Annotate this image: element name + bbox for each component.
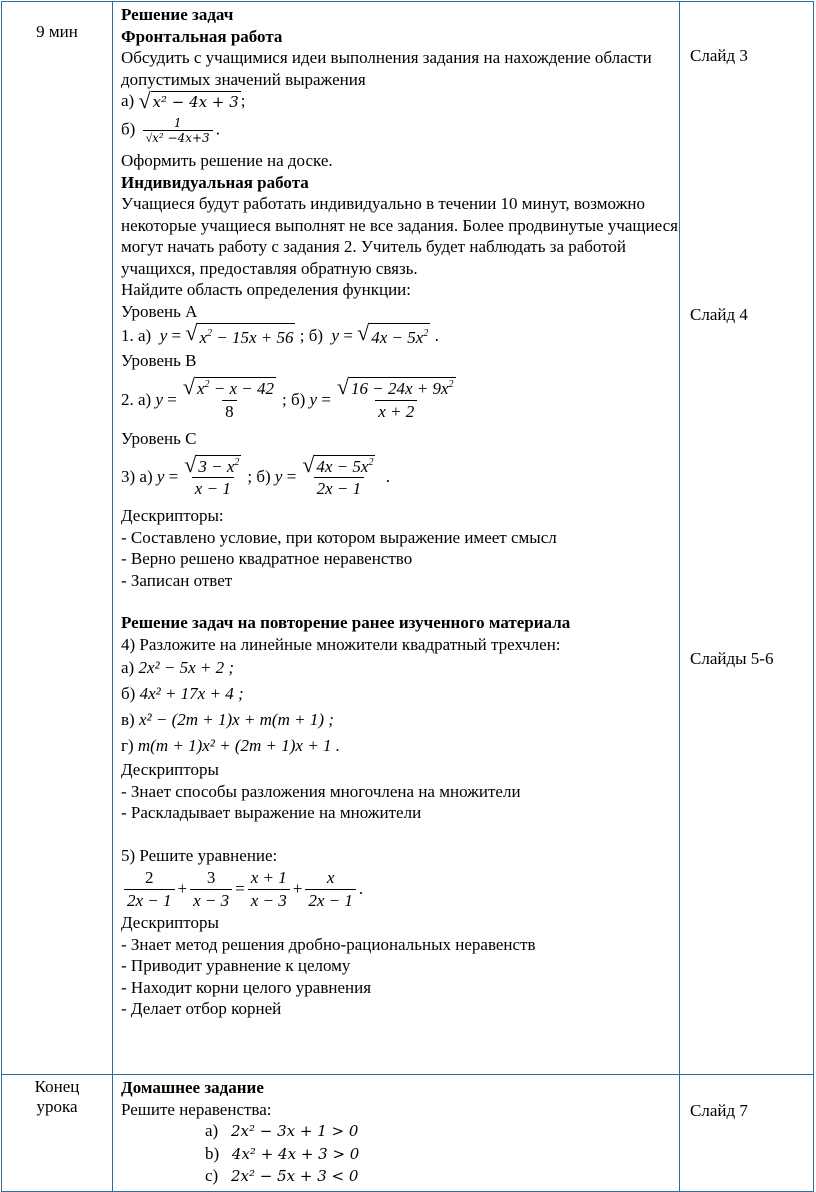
task4-text: 4) Разложите на линейные множители квадратный трехчлен: (121, 634, 561, 654)
item-a: а) √ x² − 4x + 3 ; (121, 87, 246, 113)
item-b-num: 1 (173, 116, 182, 130)
task-3: 3) а) y = √ $3 - x^2$ x − 1 ; б) y = √ $4x - 5x^2$ 2x − 1 . (121, 451, 390, 499)
descriptor-item: - Делает отбор корней (121, 999, 282, 1018)
individual-text: Учащиеся будут работать индивидуально в течении 10 минут, возможно некоторые учащиеся выполнят не все задания. Более продвинутые учащиеся могут начать работу с задания 2. Учитель будет наблюдать за работой учащихся, предоставляя обратную связь. (121, 194, 678, 278)
section2-title: Решение задач на повторение ранее изученного материала (121, 613, 571, 632)
homework-item: c) 2x² − 5x + 3 < 0 (205, 1166, 359, 1185)
sqrt-expression: √ x² − 4x + 3 (138, 87, 239, 113)
time-cell (2, 1075, 113, 1192)
fraction (143, 116, 213, 145)
homework-task: Решите неравенства: (121, 1099, 272, 1119)
descriptor-item: - Приводит уравнение к целому (121, 956, 351, 975)
task-3a-label: 3) а) (121, 467, 153, 487)
descriptor-item: - Знает способы разложения многочлена на множители (121, 781, 521, 801)
descriptor-item: - Знает метод решения дробно-рациональных неравенств (121, 934, 536, 954)
task-3b-label: ; б) (247, 467, 271, 487)
task5-equation: $\frac{2}{2x - 1}$ + $\frac{3}{x - 3}$ = $\frac{x + 1}{x - 3}$ + $\frac{x}{2x - 1}$ . (121, 866, 679, 912)
homework-item: a) 2x² − 3x + 1 > 0 (205, 1121, 359, 1140)
homework-item: b) 4x² + 4x + 3 > 0 (205, 1143, 360, 1163)
descriptor-item: - Записан ответ (121, 570, 233, 590)
item-a-label: а) (121, 91, 135, 110)
task5-text: 5) Решите уравнение: (121, 845, 278, 865)
content-cell (113, 2, 680, 1075)
slide-label: Слайд 4 (690, 305, 748, 324)
descriptors5-title: Дескрипторы (121, 913, 219, 932)
slide-cell (680, 2, 814, 1075)
frontal-text: Обсудить с учащимися идеи выполнения задания на нахождение области допустимых значений выражения (121, 48, 652, 89)
time-label: 9 мин (36, 22, 78, 41)
task-1a-label: 1. а) (121, 326, 152, 345)
task-1: 1. а) y = √ $x^2 - 15x + 56$ ; б) y = √ $4x - 5x^2$ . (121, 322, 679, 350)
slide-cell (680, 1075, 814, 1192)
table-row (2, 2, 814, 1075)
content-cell (113, 1075, 680, 1192)
task-2b-label: ; б) (281, 389, 306, 409)
descriptors4-title: Дескрипторы (121, 760, 219, 779)
individual-title: Индивидуальная работа (121, 172, 309, 192)
level-a: Уровень А (121, 301, 198, 321)
item-a-expr: x² − 4x + 3 (151, 91, 241, 114)
task4-item: г) m(m + 1)x² + (2m + 1)x + 1 . (121, 736, 340, 755)
task-1b-label: ; б) (299, 326, 324, 345)
section-title: Решение задач (121, 5, 234, 24)
table-row (2, 1075, 814, 1192)
task-2: 2. а) y = √ $x^2 - x - 42$ 8 ; б) y = √ $16 - 24x + 9x^2$ x + 2 (121, 374, 454, 421)
slide-label: Слайды 5-6 (690, 649, 774, 668)
time-label: Конец урока (34, 1077, 80, 1116)
level-c: Уровень С (121, 428, 197, 448)
lesson-plan-table (1, 1, 814, 1192)
board-text: Оформить решение на доске. (121, 151, 333, 170)
time-cell (2, 2, 113, 1075)
item-b-den: x² −4x+3 (152, 131, 210, 145)
homework-title: Домашнее задание (121, 1078, 264, 1097)
task4-item: а) 2x² − 5x + 2 ; (121, 658, 235, 677)
task4-item: в) x² − (2m + 1)x + m(m + 1) ; (121, 710, 334, 729)
slide-label: Слайд 7 (690, 1101, 748, 1120)
descriptor-item: - Верно решено квадратное неравенство (121, 549, 413, 568)
descriptor-item: - Раскладывает выражение на множители (121, 803, 422, 822)
sqrt-sign: √ (145, 131, 153, 145)
item-b: б) $\frac{1}{\text{√x² −4x+3}}$ . (121, 116, 220, 145)
task-2a-label: 2. а) (121, 389, 152, 409)
task4-item: б) 4x² + 17x + 4 ; (121, 684, 244, 703)
slide-label: Слайд 3 (690, 46, 748, 65)
task-text: Найдите область определения функции: (121, 280, 411, 299)
descriptor-item: - Находит корни целого уравнения (121, 977, 372, 997)
descriptor-item: - Составлено условие, при котором выражение имеет смысл (121, 527, 557, 547)
frontal-title: Фронтальная работа (121, 26, 283, 46)
descriptors-title: Дескрипторы: (121, 506, 224, 525)
item-b-label: б) (121, 119, 136, 139)
level-b: Уровень В (121, 351, 197, 370)
